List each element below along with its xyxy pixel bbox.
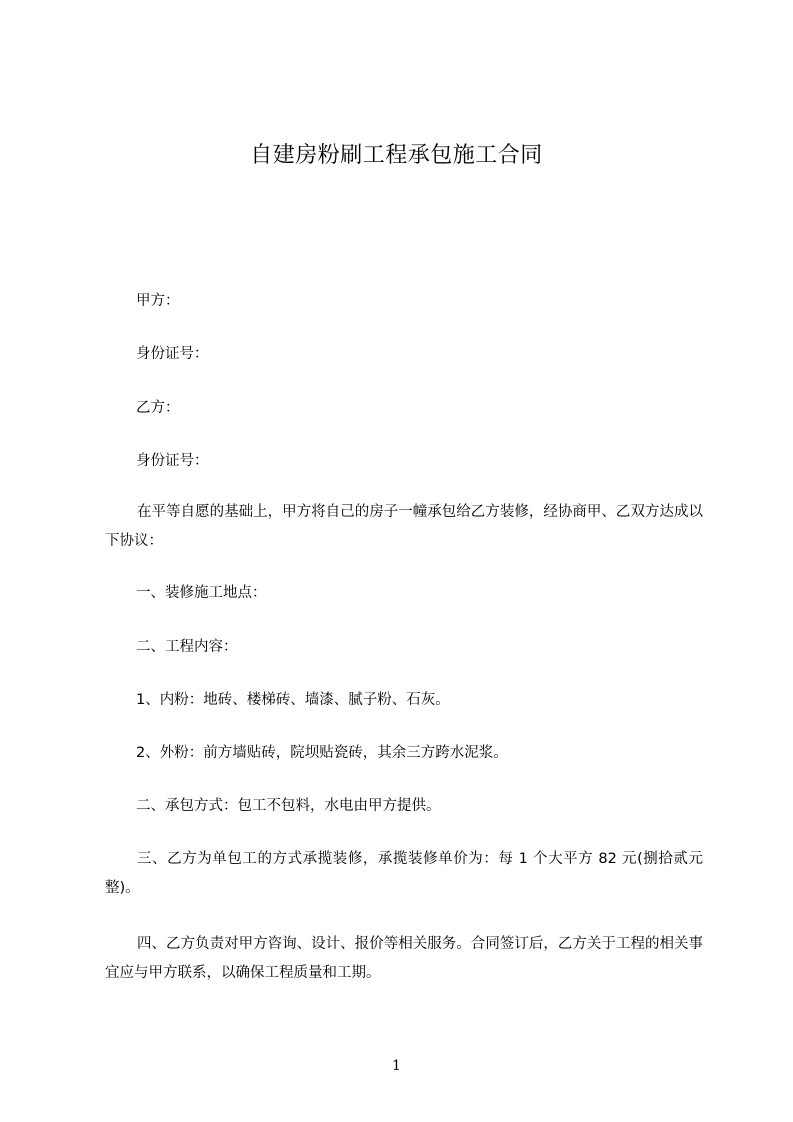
work-item-exterior: 2、外粉：前方墙贴砖，院坝贴瓷砖，其余三方跨水泥浆。 bbox=[136, 745, 508, 761]
party-a-id-label: 身份证号： bbox=[136, 346, 209, 362]
section-construction-site: 一、装修施工地点： bbox=[136, 585, 267, 601]
section-contract-mode: 二、承包方式：包工不包料，水电由甲方提供。 bbox=[136, 798, 441, 814]
party-b-label: 乙方： bbox=[136, 400, 180, 416]
intro-paragraph: 在平等自愿的基础上，甲方将自己的房子一幢承包给乙方装修，经协商甲、乙双方达成以下协议： bbox=[105, 504, 703, 549]
document-title: 自建房粉刷工程承包施工合同 bbox=[250, 143, 543, 168]
party-b-id-label: 身份证号： bbox=[136, 453, 209, 469]
section-work-content: 二、工程内容： bbox=[136, 639, 238, 655]
section-unit-price: 三、乙方为单包工的方式承揽装修，承揽装修单价为：每 1 个大平方 82 元(捌拾贰元整)。 bbox=[105, 851, 703, 896]
work-item-interior: 1、内粉：地砖、楼梯砖、墙漆、腻子粉、石灰。 bbox=[136, 692, 450, 708]
page-number: 1 bbox=[392, 1058, 401, 1074]
section-services: 四、乙方负责对甲方咨询、设计、报价等相关服务。合同签订后，乙方关于工程的相关事宜应与甲方联系，以确保工程质量和工期。 bbox=[105, 936, 703, 981]
party-a-label: 甲方： bbox=[136, 293, 180, 309]
